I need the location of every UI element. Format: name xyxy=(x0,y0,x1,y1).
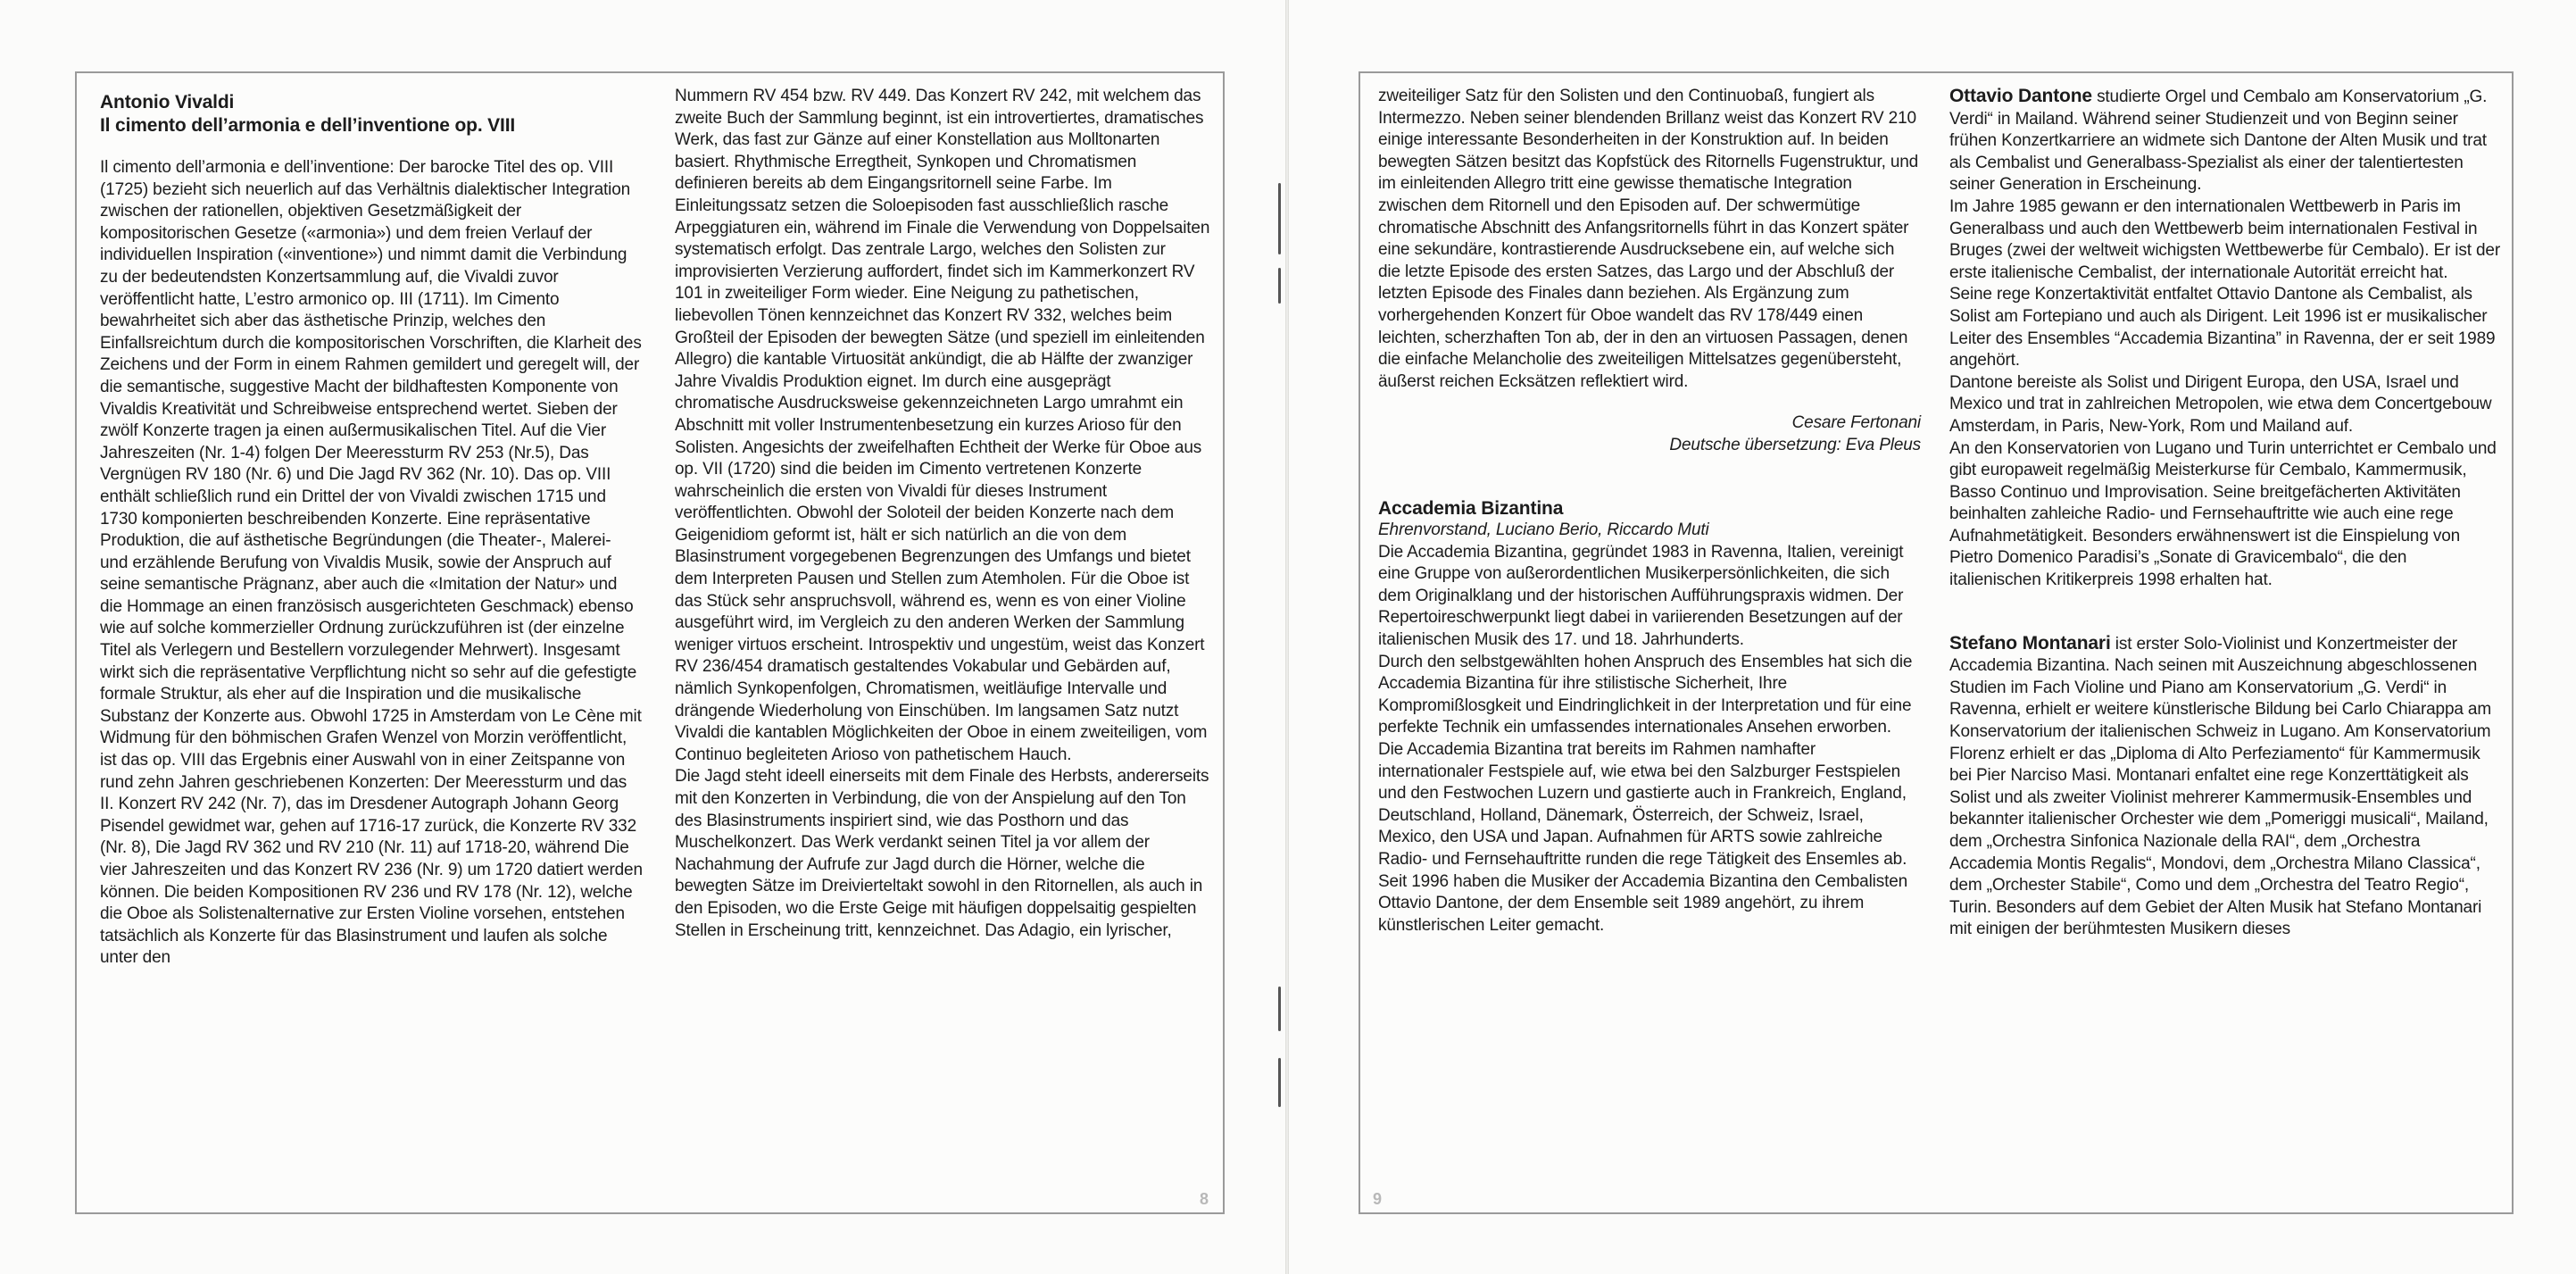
left-text-frame xyxy=(75,71,1225,1214)
dantone-paragraph-2: Im Jahre 1985 gewann er den internationalen Wettbewerb in Paris im Generalbass und auch den Wettbewerb beim internationalen Festival in Bruges (zwei der weltweit wichigsten Wettbewerbe für Cembalo). Er ist der erste italienische Cembalist, der internationale Autorität erreicht hat. xyxy=(1949,196,2500,282)
heading-work-title: Il cimento dell’armonia e dell’inventione op. VIII xyxy=(100,115,516,136)
montanari-name: Stefano Montanari xyxy=(1949,632,2111,654)
dantone-paragraph-3: Seine rege Konzertaktivität entfaltet Ottavio Dantone als Cembalist, als Solist am Fortepiano und auch als Dirigent. Leit 1996 ist er musikalischer Leiter des Ensembles “Accademia Bizantina” in Ravenna, der er seit 1989 angehört. xyxy=(1949,285,2496,371)
binding-mark-2 xyxy=(1278,268,1281,304)
credit-author: Cesare Fertonani xyxy=(1791,413,1921,433)
accademia-honorary-board: Ehrenvorstand, Luciano Berio, Riccardo Muti xyxy=(1378,520,1709,540)
dantone-paragraph-1 xyxy=(1949,86,2503,196)
left-page xyxy=(0,0,1285,1274)
left-column-1 xyxy=(100,91,643,970)
right-text-frame xyxy=(1359,71,2514,1214)
dantone-name: Ottavio Dantone xyxy=(1949,86,2092,106)
page-number-left: 8 xyxy=(1199,1190,1209,1208)
page-number-right: 9 xyxy=(1373,1190,1383,1208)
heading-composer: Antonio Vivaldi xyxy=(100,92,235,112)
right-column-2 xyxy=(1949,86,2503,941)
left-column-2 xyxy=(675,86,1210,942)
dantone-text-1: studierte Orgel und Cembalo am Konservatorium „G. Verdi“ in Mailand. Während seiner Studienzeit und von Beginn seiner frühen Konzertkarriere an widmete sich Dantone der Alten Musik und trat als Cembalist und Generalbass-Spezialist als einer der talentiertesten seiner Generation in Erscheinung. xyxy=(1949,87,2488,195)
accademia-paragraph-3: Die Accademia Bizantina trat bereits im Rahmen namhafter internationaler Festspiele auf, wie etwa bei den Salzburger Festspielen und den Festwochen Luzern und gastierte auch in Frankreich, England, Deutschland, Holland, Dänemark, Österreich, der Schweiz, Israel, Mexico, den USA und Japan. Aufnahmen für ARTS sowie zahlreiche Radio- und Fernsehauftritte runden die rege Tätigkeit des Ensemles ab. Seit 1996 haben die Musiker der Accademia Bizantina den Cembalisten Ottavio Dantone, der dem Ensemble seit 1989 angehört, zu ihrem künstlerischen Leiter gemacht. xyxy=(1378,740,1908,935)
binding-mark-1 xyxy=(1278,183,1281,254)
dantone-paragraph-5: An den Konservatorien von Lugano und Turin unterrichtet er Cembalo und gibt europaweit regelmäßig Meisterkurse für Cembalo, Kammermusik, Basso Continuo und Improvisation. Seine breitgefächerten Aktivitäten beinhalten zahleiche Radio- und Fernsehauftritte wie auch eine rege Aufnahmetätigkeit. Besonders erwähnenswert ist die Einspielung von Pietro Domenico Paradisi’s „Sonate di Gravicembalo“, die den italienischen Kritikerpreis 1998 erhalten hat. xyxy=(1949,438,2497,590)
binding-mark-4 xyxy=(1278,1058,1281,1107)
essay-paragraph-1: Il cimento dell’armonia e dell’inventione: Der barocke Titel des op. VIII (1725) bezieht sich neuerlich auf das Verhältnis dialektischer Integration zwischen der rationellen, objektiven Gesetzmäßigkeit der kompositorischen Gesetze («armonia») und dem freien Verlauf der individuellen Inspiration («inventione») und nimmt damit die Verbindung zu der bedeutendsten Konzertsammlung auf, die Vivaldi zuvor veröffentlicht hatte, L’estro armonico op. III (1711). Im Cimento bewahrheitet sich aber das ästhetische Prinzip, welches den Einfallsreichtum durch die kompositorischen Vorschriften, die Klarheit des Zeichens und der Form in einem Rahmen gemildert und geregelt will, der die semantische, suggestive Macht der bildhaftesten Komponente von Vivaldis Kreativität und Schreibweise entsprechend wertet. Sieben der zwölf Konzerte tragen ja einen außermusikalischen Titel. Auf die Vier Jahreszeiten (Nr. 1-4) folgen Der Meeressturm RV 253 (Nr.5), Das Vergnügen RV 180 (Nr. 6) und Die Jagd RV 362 (Nr. 10). Das op. VIII enthält schließlich rund ein Drittel der von Vivaldi zwischen 1715 und 1730 komponierten beschreibenden Konzerte. Eine repräsentative Produktion, die auf ästhetische Begründungen (die Theater-, Malerei- und erzählende Berufung von Vivaldis Musik, sowie der Anspruch auf seine semantische Prägnanz, aber auch die «Imitation der Natur» und die Hommage an einen französisch ausgerichteten Geschmack) ebenso wie auf solche kommerzieller Ordnung zurückzuführen ist (der einzelne Titel als Verlegern und Bestellern vorzulegender Mehrwert). Insgesamt wirkt sich die repräsentative Verpflichtung nicht so sehr auf die gefestigte formale Struktur, als eher auf die Inspiration und die musikalische Substanz der Konzerte aus. Obwohl 1725 in Amsterdam von Le Cène mit Widmung für den böhmischen Grafen Wenzel von Morzin veröffentlicht, ist das op. VIII das Ergebnis einer Auswahl von in einer Zeitspanne von rund zehn Jahren geschriebenen Konzerten: Der Meeressturm und das II. Konzert RV 242 (Nr. 7), das im Dresdener Autograph Johann Georg Pisendel gewidmet war, gehen auf 1716-17 zurück, die Konzerte RV 332 (Nr. 8), Die Jagd RV 362 und RV 210 (Nr. 11) auf 1718-20, während Die vier Jahreszeiten und das Konzert RV 236 (Nr. 9) um 1720 datiert werden können. Die beiden Kompositionen RV 236 und RV 178 (Nr. 12), welche die Oboe als Solistenalternative zur Ersten Violine vorsehen, entstehen tatsächlich als Konzerte für das Blasinstrument und laufen als solche unter den xyxy=(100,158,643,968)
essay-paragraph-3: Die Jagd steht ideell einerseits mit dem Finale des Herbsts, andererseits mit den Konzerten in Verbindung, die von der Anspielung auf den Ton des Blasinstruments inspiriert sind, wie das Posthorn und das Muschelkonzert. Das Werk verdankt seinen Titel ja vor allem der Nachahmung der Aufrufe zur Jagd durch die Hörner, welche die bewegten Sätze im Dreivierteltakt sowohl in den Ritornellen, als auch in den Episoden, wo die Erste Geige mit häufigen doppelsaitig gespielten Stellen in Erscheinung tritt, kennzeichnet. Das Adagio, ein lyrischer, xyxy=(675,767,1209,940)
right-page xyxy=(1289,0,2576,1274)
montanari-text: ist erster Solo-Violinist und Konzertmeister der Accademia Bizantina. Nach seinen mit Auszeichnung abgeschlossenen Studien im Fach Violine und Piano am Konservatorium „G. Verdi“ in Ravenna, erhielt er weitere künstlerische Bildung bei Carlo Chiarappa am Konservatorium der italienischen Schweiz in Lugano. Am Konservatorium Florenz erhielt er das „Diploma di Alto Perfeziamento“ für Kammermusik bei Pier Narciso Masi. Montanari enfaltet eine rege Konzerttätigkeit als Solist und als zweiter Violinist mehrerer Kammermusik-Ensembles und bekannter italienischer Orchester wie dem „Pomeriggi musicali“, Mailand, dem „Orchestra Sinfonica Nazionale della RAI“, dem „Orchestra Accademia Montis Regalis“, Mondovi, dem „Orchestra Milano Classica“, dem „Orchester Stabile“, Como und dem „Orchestra del Teatro Regio“, Turin. Besonders auf dem Gebiet der Alten Musik hat Stefano Montanari mit einigen der berühmtesten Musikern dieses xyxy=(1949,634,2492,939)
binding-mark-3 xyxy=(1278,987,1281,1031)
credit-translation: Deutsche übersetzung: Eva Pleus xyxy=(1669,435,1921,454)
dantone-paragraph-4: Dantone bereiste als Solist und Dirigent Europa, den USA, Israel und Mexico und trat in zahlreichen Metropolen, wie etwa dem Concertgebouw Amsterdam, in Paris, New-York, Rom und Mailand auf. xyxy=(1949,372,2492,436)
accademia-paragraph-1: Die Accademia Bizantina, gegründet 1983 in Ravenna, Italien, vereinigt eine Gruppe von außerordentlichen Musikerpersönlichkeiten, die sich dem Originalklang und der historischen Aufführungspraxis widmen. Der Repertoireschwerpunkt liegt dabei in variierenden Besetzungen auf der italienischen Musik des 17. und 18. Jahrhunderts. xyxy=(1378,542,1904,650)
right-column-1 xyxy=(1378,86,1921,937)
essay-paragraph-2: Nummern RV 454 bzw. RV 449. Das Konzert RV 242, mit welchem das zweite Buch der Sammlung beginnt, ist ein introvertiertes, dramatisches Werk, das fast zur Gänze auf einer Konstellation aus Molltonarten basiert. Rhythmische Erregtheit, Synkopen und Chromatismen definieren bereits ab dem Eingangsritornell seine Farbe. Im Einleitungssatz setzen die Soloepisoden fast ausschließlich rasche Arpeggiaturen ein, während im Finale die Verwendung von Doppelsaiten systematisch erfolgt. Das zentrale Largo, welches den Solisten zur improvisierten Verzierung auffordert, findet sich im Kammerkonzert RV 101 in zweiteiliger Form wieder. Eine Neigung zu pathetischen, liebevollen Tönen kennzeichnet das Konzert RV 332, welches beim Großteil der Episoden der bewegten Sätze (und speziell im einleitenden Allegro) die kantable Virtuosität ankündigt, die ab Hälfte der zwanziger Jahre Vivaldis Produktion eignet. Im durch eine ausgeprägt chromatische Ausdrucksweise gekennzeichneten Largo umrahmt ein Abschnitt mit voller Instrumentenbesetzung ein kurzes Arioso für den Solisten. Angesichts der zweifelhaften Echtheit der Werke für Oboe aus op. VII (1720) sind die beiden im Cimento vertretenen Konzerte wahrscheinlich die ersten von Vivaldi für dieses Instrument veröffentlichten. Obwohl der Soloteil der beiden Konzerte nach dem Geigenidiom geformt ist, hält er sich natürlich an die von dem Blasinstrument vorgegebenen Begrenzungen des Umfangs und bietet dem Interpreten Pausen und Stellen zum Atemholen. Für die Oboe ist das Stück sehr anspruchsvoll, während es, wenn es von einer Violine ausgeführt wird, im Vergleich zu den anderen Werken der Sammlung weniger virtuos erscheint. Introspektiv und ungestüm, weist das Konzert RV 236/454 dramatisch gestaltendes Vokabular und Gebärden auf, nämlich Synkopenfolgen, Chromatismen, weitläufige Intervalle und drängende Wiederholung von Einschüben. Im langsamen Satz nutzt Vivaldi die kantablen Möglichkeiten der Oboe in einem zweiteiligen, vom Continuo begleiteten Arioso von pathetischem Hauch. xyxy=(675,87,1210,764)
accademia-paragraph-2: Durch den selbstgewählten hohen Anspruch des Ensembles hat sich die Accademia Bizantina für ihre stilistische Sicherheit, Ihre Kompromißlosgkeit und Eindringlichkeit in der Interpretation und für eine perfekte Technik ein umfassendes internationales Ansehen erworben. xyxy=(1378,652,1913,737)
accademia-heading: Accademia Bizantina xyxy=(1378,497,1564,519)
essay-paragraph-4: zweiteiliger Satz für den Solisten und den Continuobaß, fungiert als Intermezzo. Neben seiner blendenden Brillanz weist das Konzert RV 210 einige interessante Besonderheiten in der Konstruktion auf. In beiden bewegten Sätzen besitzt das Kopfstück des Ritornells Fugenstruktur, und im einleitenden Allegro tritt eine gewisse thematische Integration zwischen dem Ritornell und den Episoden auf. Der schwermütige chromatische Abschnitt des Anfangsritornells führt in das Konzert später eine sekundäre, kontrastierende Ausdrucksebene ein, auf welche sich die letzte Episode des ersten Satzes, das Largo und der Abschluß der letzten Episode des Finales dann beziehen. Als Ergänzung zum vorhergehenden Konzert für Oboe wandelt das RV 178/449 einen leichten, scherzhaften Ton ab, der in den an virtuosen Passagen, denen die einfache Melancholie des zweiteiligen Mittelsatzes gegenübersteht, äußerst reichen Ecksätzen reflektiert wird. xyxy=(1378,87,1919,391)
montanari-paragraph xyxy=(1949,633,2503,941)
